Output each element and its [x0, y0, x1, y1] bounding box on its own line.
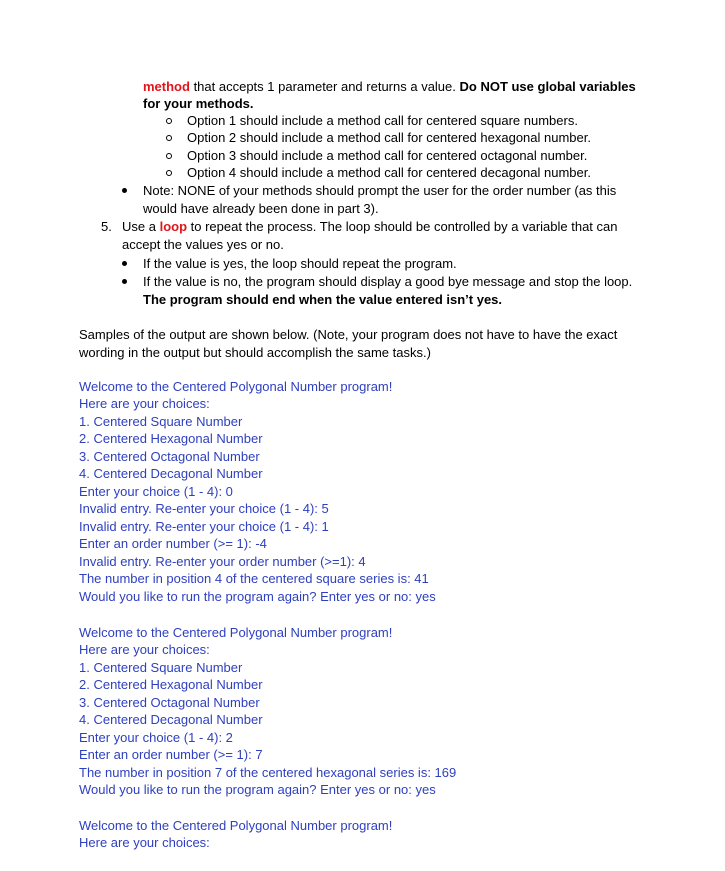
bullet-no-bold: The program should end when the value entered isn’t yes.	[143, 292, 503, 307]
circle-bullet-icon	[166, 153, 172, 159]
option-item-2: Option 2 should include a method call for centered hexagonal number.	[187, 130, 591, 145]
output-line: Invalid entry. Re-enter your choice (1 - 4): 1	[79, 519, 329, 534]
step-5-line-1	[122, 218, 618, 235]
bullet-icon	[122, 188, 127, 193]
option-item-1: Option 1 should include a method call for centered square numbers.	[187, 113, 578, 128]
output-line: Enter your choice (1 - 4): 2	[79, 730, 233, 745]
bullet-no: If the value is no, the program should display a good bye message and stop the loop.	[143, 274, 633, 289]
keyword-method: method	[143, 79, 190, 94]
output-line: Would you like to run the program again? Enter yes or no: yes	[79, 589, 436, 604]
step-5-line-2: accept the values yes or no.	[122, 237, 284, 252]
bullet-icon	[122, 261, 127, 266]
output-line: 4. Centered Decagonal Number	[79, 712, 263, 727]
circle-bullet-icon	[166, 135, 172, 141]
samples-intro-line-2: wording in the output but should accomplish the same tasks.)	[79, 345, 431, 360]
output-line: Would you like to run the program again? Enter yes or no: yes	[79, 782, 436, 797]
method-requirement-text: that accepts 1 parameter and returns a value.	[189, 79, 460, 94]
output-line: The number in position 7 of the centered hexagonal series is: 169	[79, 765, 457, 780]
output-line: Welcome to the Centered Polygonal Number program!	[79, 379, 393, 394]
output-line: Invalid entry. Re-enter your order number (>=1): 4	[79, 554, 366, 569]
method-requirement-line	[143, 78, 636, 95]
output-line: 3. Centered Octagonal Number	[79, 449, 260, 464]
output-line: Enter an order number (>= 1): 7	[79, 747, 263, 762]
circle-bullet-icon	[166, 118, 172, 124]
keyword-loop: loop	[159, 219, 188, 234]
global-variables-warning: Do NOT use global variables	[459, 79, 636, 94]
methods-line: for your methods.	[143, 96, 254, 111]
step-5-number: 5.	[101, 219, 112, 234]
output-line: 1. Centered Square Number	[79, 660, 243, 675]
output-line: Welcome to the Centered Polygonal Number program!	[79, 818, 393, 833]
output-line: 3. Centered Octagonal Number	[79, 695, 260, 710]
output-line: Enter your choice (1 - 4): 0	[79, 484, 233, 499]
note-line-2: would have already been done in part 3).	[143, 201, 379, 216]
output-line: 2. Centered Hexagonal Number	[79, 677, 263, 692]
bullet-yes: If the value is yes, the loop should repeat the program.	[143, 256, 457, 271]
samples-intro-line-1: Samples of the output are shown below. (Note, your program does not have to have the exact	[79, 327, 618, 342]
output-line: 4. Centered Decagonal Number	[79, 466, 263, 481]
output-line: 1. Centered Square Number	[79, 414, 243, 429]
output-line: The number in position 4 of the centered square series is: 41	[79, 571, 429, 586]
option-item-4: Option 4 should include a method call for centered decagonal number.	[187, 165, 591, 180]
option-item-3: Option 3 should include a method call for centered octagonal number.	[187, 148, 588, 163]
circle-bullet-icon	[166, 170, 172, 176]
output-line: Here are your choices:	[79, 835, 210, 850]
output-line: Welcome to the Centered Polygonal Number program!	[79, 625, 393, 640]
step-5-pre: Use a	[122, 219, 160, 234]
step-5-post: to repeat the process. The loop should be controlled by a variable that can	[187, 219, 618, 234]
output-line: 2. Centered Hexagonal Number	[79, 431, 263, 446]
note-line-1: Note: NONE of your methods should prompt the user for the order number (as this	[143, 183, 617, 198]
bullet-icon	[122, 279, 127, 284]
output-line: Enter an order number (>= 1): -4	[79, 536, 267, 551]
output-line: Here are your choices:	[79, 642, 210, 657]
output-line: Invalid entry. Re-enter your choice (1 - 4): 5	[79, 501, 329, 516]
output-line: Here are your choices:	[79, 396, 210, 411]
